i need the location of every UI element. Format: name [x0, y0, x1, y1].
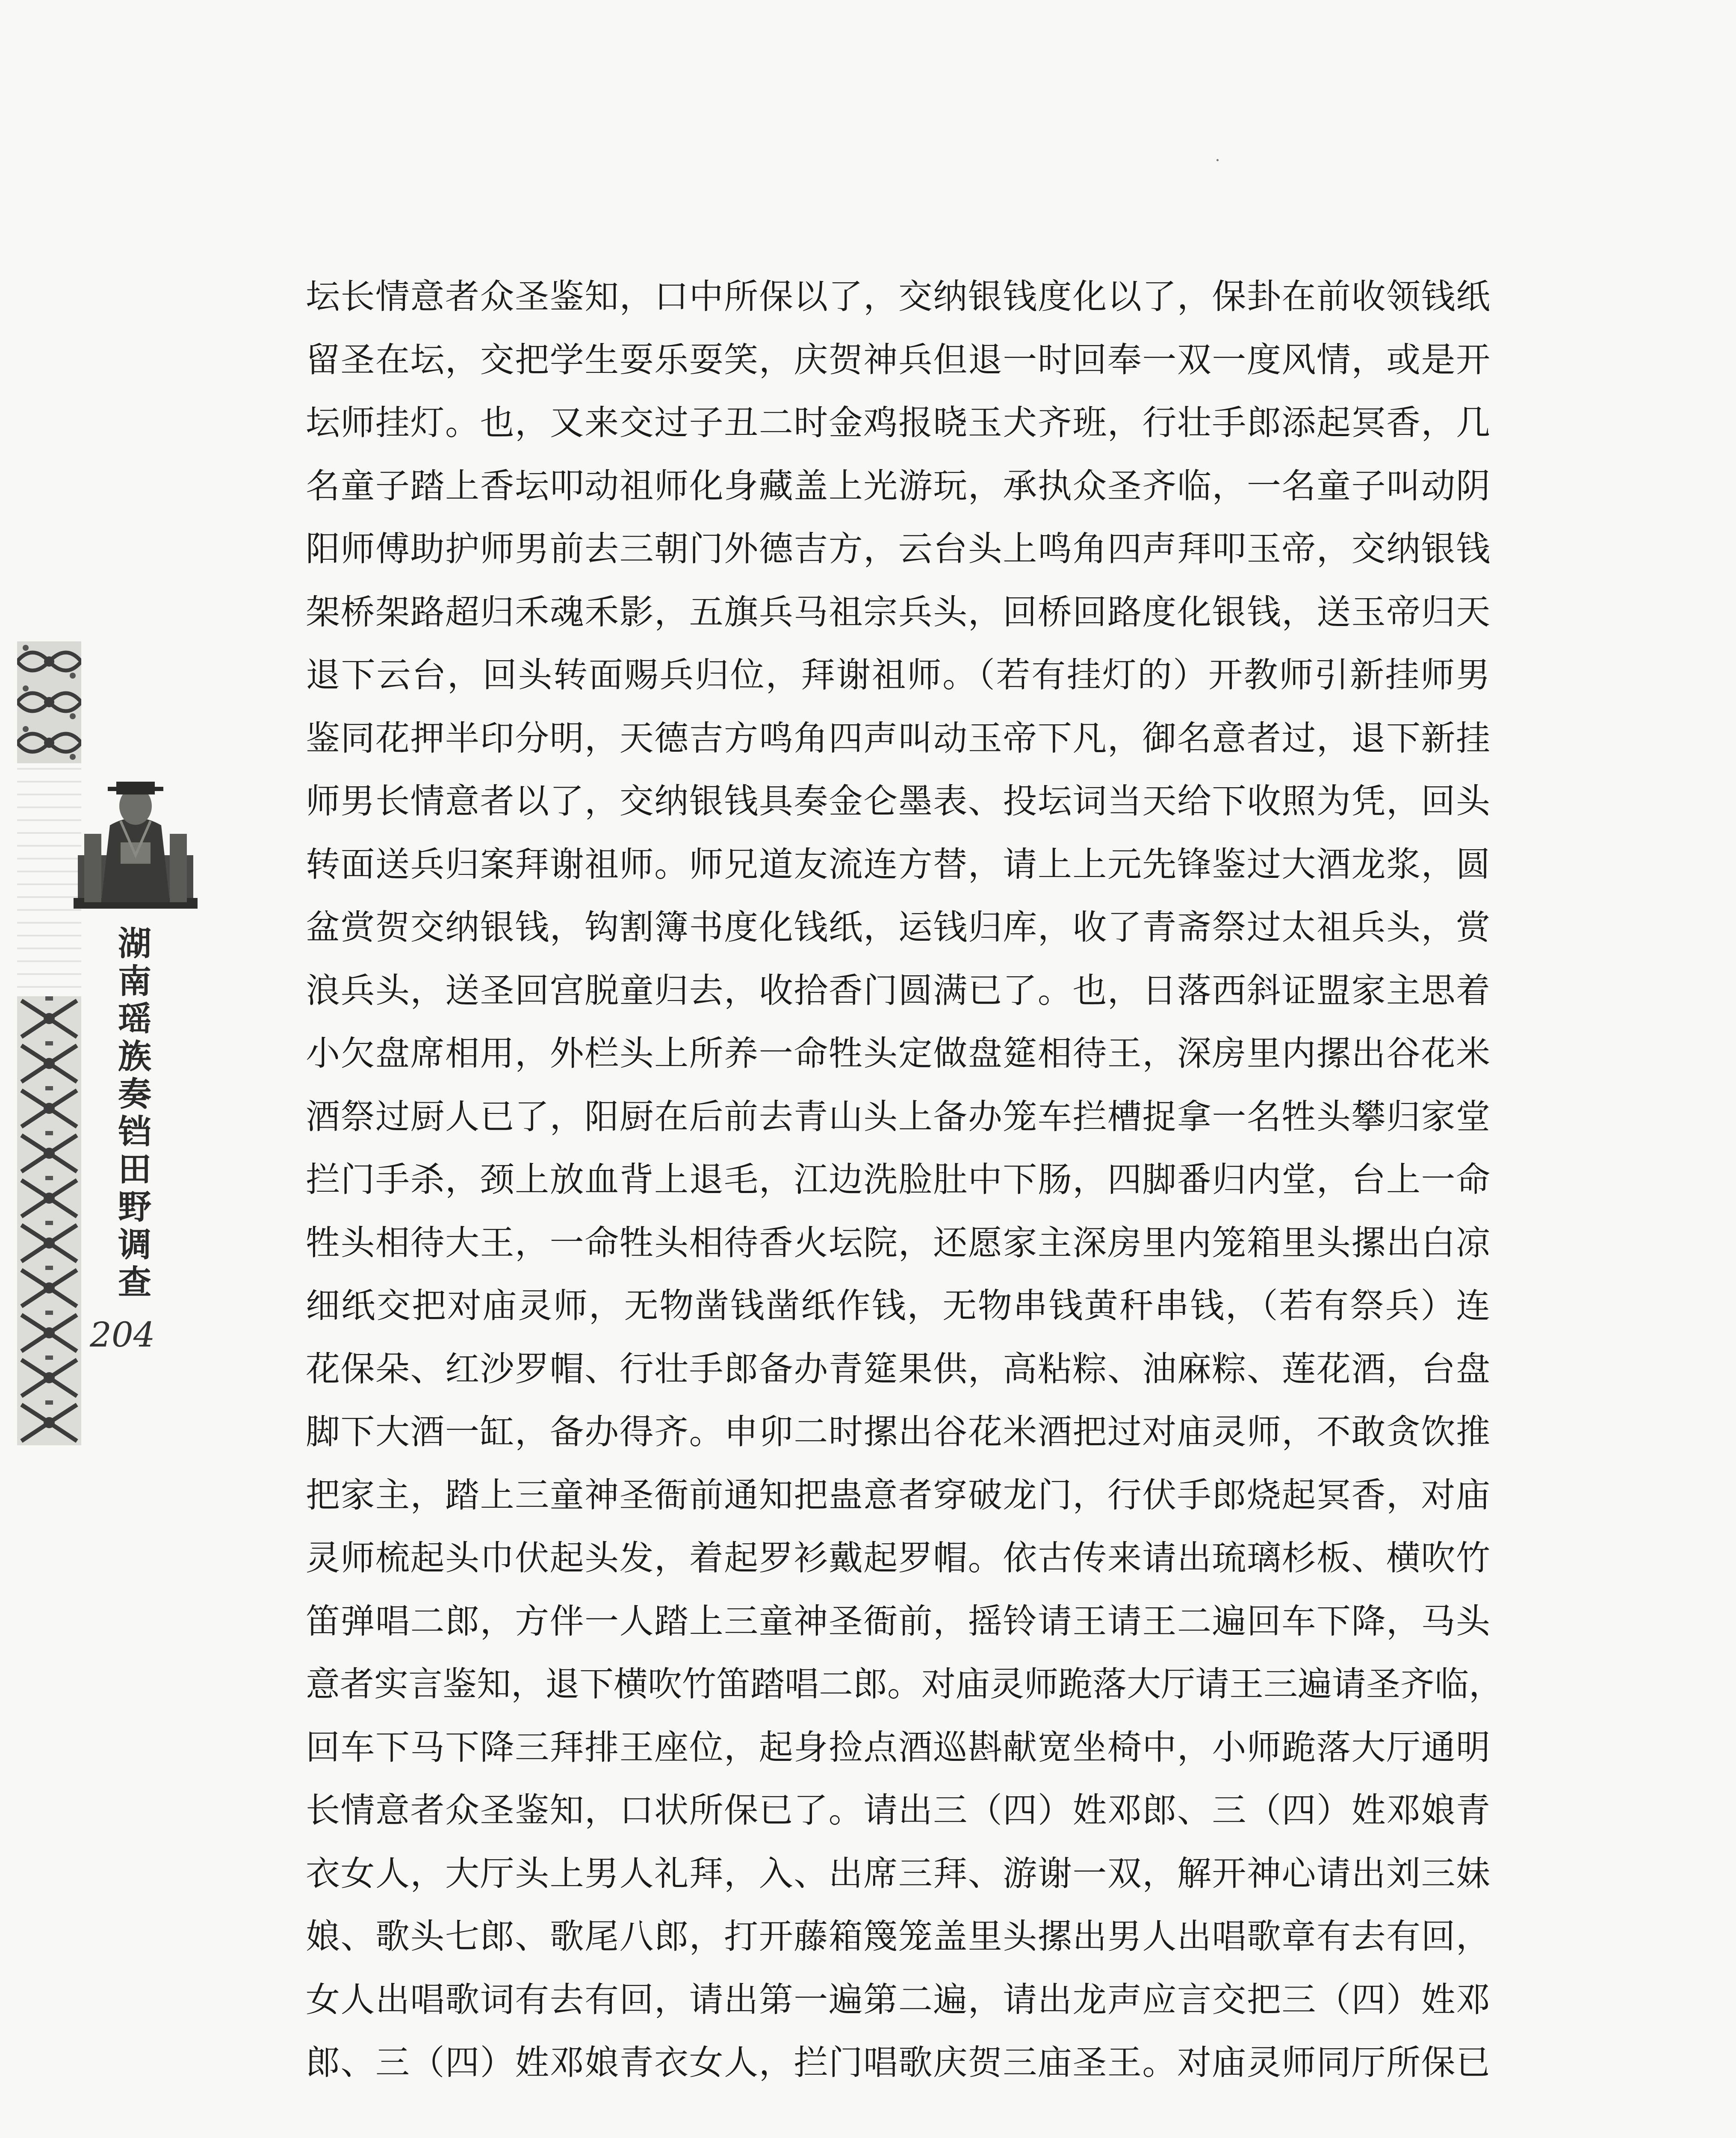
ornament-pattern-icon — [17, 641, 81, 763]
vertical-book-title: 湖南瑶族奏铛田野调查 — [112, 926, 151, 1302]
text-line: 拦门手杀，颈上放血背上退毛，江边洗脸肚中下肠，四脚番归内堂，台上一命 — [306, 1160, 1490, 1199]
text-line: 回车下马下降三拜排王座位，起身捡点酒巡斟献宽坐椅中，小师跪落大厅通明 — [306, 1727, 1490, 1767]
text-line: 衣女人，大厅头上男人礼拜，入、出席三拜、游谢一双，解开神心请出刘三妹 — [306, 1853, 1490, 1893]
text-line: 师男长情意者以了，交纳银钱具奏金仑墨表、投坛词当天给下收照为凭，回头 — [306, 781, 1490, 821]
text-line: 坛长情意者众圣鉴知，口中所保以了，交纳银钱度化以了，保卦在前收领钱纸 — [306, 277, 1490, 316]
ornament-pattern-icon — [17, 996, 81, 1445]
text-line: 细纸交把对庙灵师，无物凿钱凿纸作钱，无物串钱黄秆串钱，（若有祭兵）连 — [306, 1286, 1490, 1326]
text-line: 酒祭过厨人已了，阳厨在后前去青山头上备办笼车拦槽捉拿一名牲头攀归家堂 — [306, 1096, 1490, 1137]
text-line: 留圣在坛，交把学生耍乐耍笑，庆贺神兵但退一时回奉一双一度风情，或是开 — [306, 340, 1490, 380]
text-line: 笛弹唱二郎，方伴一人踏上三童神圣衙前，摇铃请王请王二遍回车下降，马头 — [306, 1601, 1490, 1641]
text-line: 退下云台，回头转面赐兵归位，拜谢祖师。（若有挂灯的）开教师引新挂师男 — [306, 655, 1490, 695]
ornament-border-bottom — [17, 996, 81, 1445]
page-number: 204 — [90, 1315, 155, 1355]
text-line: 转面送兵归案拜谢祖师。师兄道友流连方替，请上上元先锋鉴过大酒龙浆，圆 — [306, 844, 1490, 884]
text-line: 意者实言鉴知，退下横吹竹笛踏唱二郎。对庙灵师跪落大厅请王三遍请圣齐临， — [306, 1664, 1503, 1704]
text-line: 郎、三（四）姓邓娘青衣女人，拦门唱歌庆贺三庙圣王。对庙灵师同厅所保已 — [306, 2043, 1490, 2082]
text-line: 花保朵、红沙罗帽、行壮手郎备办青筵果供，高粘粽、油麻粽、莲花酒，台盘 — [306, 1349, 1490, 1389]
text-line: 浪兵头，送圣回宫脱童归去，收拾香门圆满已了。也，日落西斜证盟家主思着 — [306, 970, 1490, 1010]
text-line: 盆赏贺交纳银钱，钩割簿书度化钱纸，运钱归库，收了青斋祭过太祖兵头，赏 — [306, 907, 1490, 947]
text-line: 娘、歌头七郎、歌尾八郎，打开藤箱篾笼盖里头摞出男人出唱歌章有去有回， — [306, 1917, 1490, 1956]
text-line: 脚下大酒一缸，备办得齐。申卯二时摞出谷花米酒把过对庙灵师，不敢贪饮推 — [306, 1412, 1490, 1452]
text-line: 牲头相待大王，一命牲头相待香火坛院，还愿家主深房里内笼箱里头摞出白凉 — [306, 1223, 1490, 1263]
text-line: 坛师挂灯。也，又来交过子丑二时金鸡报晓玉犬齐班，行壮手郎添起冥香，几 — [306, 403, 1490, 443]
seated-official-portrait-icon — [69, 770, 202, 911]
text-line: 灵师梳起头巾伏起头发，着起罗衫戴起罗帽。依古传来请出琉璃杉板、横吹竹 — [306, 1538, 1490, 1578]
text-line: 阳师傅助护师男前去三朝门外德吉方，云台头上鸣角四声拜叩玉帝，交纳银钱 — [306, 529, 1490, 569]
text-line: 女人出唱歌词有去有回，请出第一遍第二遍，请出龙声应言交把三（四）姓邓 — [306, 1979, 1490, 2020]
text-line: 架桥架路超归禾魂禾影，五旗兵马祖宗兵头，回桥回路度化银钱，送玉帝归天 — [306, 592, 1490, 632]
text-line: 鉴同花押半印分明，天德吉方鸣角四声叫动玉帝下凡，御名意者过，退下新挂 — [306, 718, 1490, 758]
ornament-border-top — [17, 641, 81, 763]
scan-speck — [1216, 159, 1219, 161]
text-line: 把家主，踏上三童神圣衙前通知把蛊意者穿破龙门，行伏手郎烧起冥香，对庙 — [306, 1475, 1490, 1515]
text-line: 小欠盘席相用，外栏头上所养一命牲头定做盘筵相待王，深房里内摞出谷花米 — [306, 1034, 1490, 1073]
text-line: 名童子踏上香坛叩动祖师化身藏盖上光游玩，承执众圣齐临，一名童子叫动阴 — [306, 466, 1490, 506]
text-line: 长情意者众圣鉴知，口状所保已了。请出三（四）姓邓郎、三（四）姓邓娘青 — [306, 1790, 1490, 1830]
body-text — [306, 265, 1503, 2094]
